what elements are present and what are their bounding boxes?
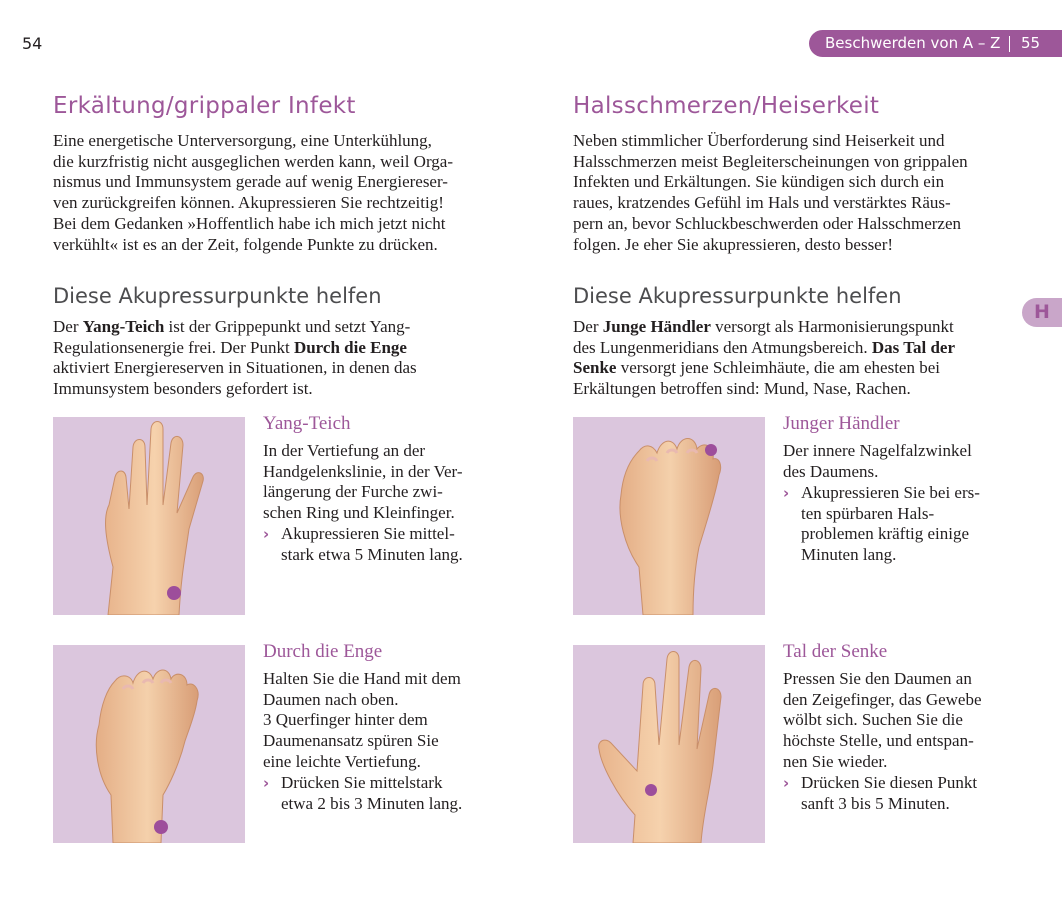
text-line: Daumenansatz spüren Sie bbox=[263, 731, 439, 751]
hand-back-thumb-image bbox=[573, 645, 765, 843]
text-line: raues, kratzendes Gefühl im Hals und verstärktes Räus- bbox=[573, 193, 951, 213]
instruction-bullet bbox=[783, 773, 1008, 814]
text-line bbox=[53, 317, 523, 338]
chevron-right-icon: › bbox=[263, 525, 270, 543]
point-name: Durch die Enge bbox=[293, 337, 407, 357]
instruction-bullet bbox=[263, 773, 488, 814]
point-description bbox=[263, 441, 488, 524]
text-line: Daumen nach oben. bbox=[263, 689, 399, 709]
text-line: Eine energetische Unterversorgung, eine Unterkühlung, bbox=[53, 131, 432, 150]
text-run: Der bbox=[573, 317, 603, 336]
text-line: Drücken Sie diesen Punkt bbox=[801, 773, 978, 792]
text-line: Infekten und Erkältungen. Sie kündigen sich durch ein bbox=[573, 172, 945, 192]
text-line: den Zeigefinger, das Gewebe bbox=[783, 689, 982, 709]
chapter-tab[interactable]: H bbox=[1022, 298, 1062, 327]
text-line bbox=[573, 338, 1013, 359]
hand-illustration bbox=[573, 645, 765, 843]
left-article-title: Erkältung/grippaler Infekt bbox=[53, 93, 356, 119]
hand-illustration bbox=[53, 417, 245, 615]
text-line: Drücken Sie mittelstark bbox=[281, 773, 443, 792]
right-subtitle: Diese Akupressurpunkte helfen bbox=[573, 284, 902, 308]
hand-back-image bbox=[53, 417, 245, 615]
left-subtitle: Diese Akupressurpunkte helfen bbox=[53, 284, 382, 308]
text-line bbox=[573, 317, 1013, 338]
right-body bbox=[573, 317, 1013, 400]
text-line: Immunsystem besonders gefordert ist. bbox=[53, 379, 313, 399]
text-line: nismus und Immunsystem gerade auf wenig Energiereser- bbox=[53, 172, 448, 192]
acupressure-point-marker bbox=[705, 444, 717, 456]
text-line: Bei dem Gedanken »Hoffentlich habe ich mich jetzt nicht bbox=[53, 213, 446, 233]
text-line: Pressen Sie den Daumen an bbox=[783, 669, 972, 688]
point-name: Das Tal der bbox=[871, 337, 955, 357]
header-divider bbox=[1009, 36, 1010, 52]
text-line: Erkältungen betroffen sind: Mund, Nase, Rachen. bbox=[573, 379, 911, 399]
text-line: folgen. Je eher Sie akupressieren, desto besser! bbox=[573, 234, 894, 254]
text-line: Akupressieren Sie mittel- bbox=[281, 524, 455, 543]
text-line: ten spürbaren Hals- bbox=[801, 503, 935, 523]
text-line: 3 Querfinger hinter dem bbox=[263, 710, 428, 730]
text-line: aktiviert Energiereserven in Situationen, in denen das bbox=[53, 358, 417, 378]
text-run: des Lungenmeridians den Atmungsbereich. bbox=[573, 337, 872, 357]
point-description bbox=[783, 441, 1008, 482]
text-line: nen Sie wieder. bbox=[783, 751, 888, 771]
text-run: versorgt als Harmonisierungspunkt bbox=[710, 317, 954, 336]
instruction-bullet bbox=[783, 483, 1008, 566]
chevron-right-icon: › bbox=[263, 774, 270, 792]
point-name: Yang-Teich bbox=[82, 317, 165, 336]
acupressure-point-marker bbox=[167, 586, 181, 600]
text-line: Halten Sie die Hand mit dem bbox=[263, 669, 461, 688]
acupressure-point-marker bbox=[154, 820, 168, 834]
text-line bbox=[573, 358, 1013, 379]
text-line: etwa 2 bis 3 Minuten lang. bbox=[281, 793, 463, 813]
fist-illustration bbox=[53, 645, 245, 843]
text-run: Regulationsenergie frei. Der Punkt bbox=[53, 337, 294, 357]
text-line: verkühlt« ist es an der Zeit, folgende Punkte zu drücken. bbox=[53, 234, 438, 254]
point-description bbox=[783, 669, 1008, 773]
text-line: In der Vertiefung an der bbox=[263, 441, 426, 460]
left-body bbox=[53, 317, 523, 400]
point-title-junger-haendler: Junger Händler bbox=[783, 413, 900, 434]
text-line: problemen kräftig einige bbox=[801, 524, 970, 544]
text-line: Halsschmerzen meist Begleiterscheinungen von grippalen bbox=[573, 151, 968, 171]
right-intro bbox=[573, 131, 1013, 255]
text-line: Der innere Nagelfalzwinkel bbox=[783, 441, 972, 460]
text-line: schen Ring und Kleinfinger. bbox=[263, 503, 455, 523]
section-header bbox=[809, 30, 1062, 57]
left-intro bbox=[53, 131, 523, 255]
text-run: versorgt jene Schleimhäute, die am ehesten bei bbox=[616, 358, 940, 378]
acupressure-point-marker bbox=[645, 784, 657, 796]
right-page-number: 55 bbox=[1021, 34, 1041, 52]
text-line: die kurzfristig nicht ausgeglichen werden kann, weil Orga- bbox=[53, 151, 453, 171]
left-page-number: 54 bbox=[22, 34, 43, 53]
point-name: Senke bbox=[573, 358, 617, 378]
point-title-durch-die-enge: Durch die Enge bbox=[263, 641, 383, 662]
instruction-bullet bbox=[263, 524, 488, 565]
point-title-tal-der-senke: Tal der Senke bbox=[783, 641, 888, 662]
chevron-right-icon: › bbox=[783, 774, 790, 792]
text-line: eine leichte Vertiefung. bbox=[263, 751, 421, 771]
text-line: Akupressieren Sie bei ers- bbox=[801, 483, 980, 502]
right-article-title: Halsschmerzen/Heiserkeit bbox=[573, 93, 880, 119]
text-line: Handgelenkslinie, in der Ver- bbox=[263, 461, 463, 481]
text-line: pern an, bevor Schluckbeschwerden oder Halsschmerzen bbox=[573, 213, 962, 233]
point-title-yang-teich: Yang-Teich bbox=[263, 413, 351, 434]
text-line: stark etwa 5 Minuten lang. bbox=[281, 544, 463, 564]
text-run: Der bbox=[53, 317, 83, 336]
text-line: ven zurückgreifen können. Akupressieren Sie rechtzeitig! bbox=[53, 193, 444, 213]
text-line: Minuten lang. bbox=[801, 545, 897, 565]
text-line: höchste Stelle, und entspan- bbox=[783, 731, 974, 751]
chevron-right-icon: › bbox=[783, 484, 790, 502]
point-description bbox=[263, 669, 488, 773]
fist-illustration bbox=[573, 417, 765, 615]
text-line: sanft 3 bis 5 Minuten. bbox=[801, 793, 950, 813]
fist-thumb-image bbox=[573, 417, 765, 615]
point-name: Junge Händler bbox=[602, 317, 711, 336]
text-line: Neben stimmlicher Überforderung sind Heiserkeit und bbox=[573, 131, 945, 150]
text-line: längerung der Furche zwi- bbox=[263, 482, 443, 502]
fist-image bbox=[53, 645, 245, 843]
text-line: wölbt sich. Suchen Sie die bbox=[783, 710, 963, 730]
text-line: des Daumens. bbox=[783, 461, 879, 481]
text-run: ist der Grippepunkt und setzt Yang- bbox=[164, 317, 411, 336]
section-title: Beschwerden von A – Z bbox=[825, 34, 1001, 52]
text-line bbox=[53, 338, 523, 359]
